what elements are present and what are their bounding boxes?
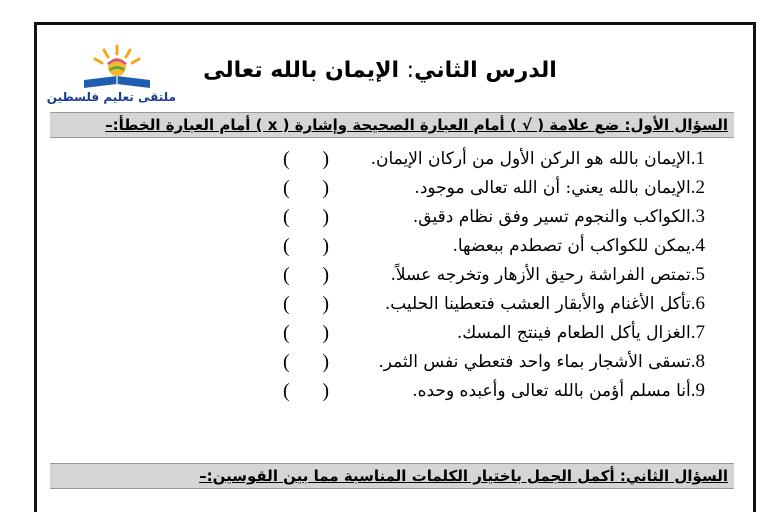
- paren-close: ): [322, 206, 329, 228]
- paren-close: ): [322, 380, 329, 402]
- paren-close: ): [322, 351, 329, 373]
- book-sun-icon: [80, 42, 154, 94]
- item-text: الغزال يأكل الطعام فينتج المسك.: [456, 323, 691, 343]
- answer-box[interactable]: [283, 320, 329, 346]
- item-number: 5.: [690, 264, 705, 285]
- answer-box[interactable]: [283, 291, 329, 317]
- answer-box[interactable]: [283, 233, 329, 259]
- item-text: يمكن للكواكب أن تصطدم ببعضها.: [452, 236, 691, 256]
- question1-instruction: ضع علامة ( √ ) أمام العبارة الصحيحة وإشارة ( x ) أمام العبارة الخطأ:–: [105, 116, 625, 134]
- paren-open: (: [283, 380, 290, 402]
- answer-box[interactable]: [283, 262, 329, 288]
- item-text: تسقى الأشجار بماء واحد فتعطي نفس الثمر.: [378, 352, 691, 372]
- paren-open: (: [283, 206, 290, 228]
- list-item: [0, 204, 780, 234]
- answer-box[interactable]: [283, 146, 329, 172]
- item-number: 1.: [690, 148, 705, 169]
- item-number: 8.: [690, 351, 705, 372]
- item-number: 9.: [690, 380, 705, 401]
- site-logo: [46, 40, 176, 114]
- page-title: [200, 58, 560, 83]
- list-item: [0, 320, 780, 350]
- paren-open: (: [283, 177, 290, 199]
- list-item: [0, 233, 780, 263]
- item-number: 7.: [690, 322, 705, 343]
- answer-box[interactable]: [283, 204, 329, 230]
- question2-header: [50, 463, 734, 489]
- list-item: [0, 291, 780, 321]
- question1-label: السؤال الأول:: [624, 116, 728, 134]
- item-text: الإيمان بالله هو الركن الأول من أركان الإيمان.: [370, 149, 691, 169]
- paren-open: (: [283, 351, 290, 373]
- paren-open: (: [283, 293, 290, 315]
- list-item: [0, 146, 780, 176]
- answer-box[interactable]: [283, 175, 329, 201]
- question1-header: [50, 112, 734, 138]
- question2-instruction: أكمل الجمل باختيار الكلمات المناسبة مما بين القوسين:–: [199, 467, 620, 485]
- paren-open: (: [283, 264, 290, 286]
- paren-close: ): [322, 148, 329, 170]
- paren-close: ): [322, 293, 329, 315]
- title-separator: :: [406, 58, 415, 83]
- logo-text: ملتقى تعليم فلسطين: [46, 90, 176, 104]
- question2-label: السؤال الثاني:: [619, 467, 728, 485]
- paren-close: ): [322, 235, 329, 257]
- answer-box[interactable]: [283, 349, 329, 375]
- item-text: الكواكب والنجوم تسير وفق نظام دقيق.: [412, 207, 691, 227]
- paren-open: (: [283, 148, 290, 170]
- list-item: [0, 349, 780, 379]
- list-item: [0, 378, 780, 408]
- item-number: 3.: [690, 206, 705, 227]
- item-text: الإيمان بالله يعني: أن الله تعالى موجود.: [414, 178, 691, 198]
- item-number: 4.: [690, 235, 705, 256]
- paren-close: ): [322, 322, 329, 344]
- answer-box[interactable]: [283, 378, 329, 404]
- paren-open: (: [283, 235, 290, 257]
- item-text: تأكل الأغنام والأبقار العشب فتعطينا الحليب.: [384, 294, 691, 314]
- list-item: [0, 175, 780, 205]
- list-item: [0, 262, 780, 292]
- title-prefix: الدرس الثاني: [414, 58, 557, 83]
- item-number: 2.: [690, 177, 705, 198]
- item-text: أنا مسلم أؤمن بالله تعالى وأعبده وحده.: [412, 381, 691, 401]
- paren-close: ): [322, 264, 329, 286]
- paren-close: ): [322, 177, 329, 199]
- paren-open: (: [283, 322, 290, 344]
- item-number: 6.: [690, 293, 705, 314]
- item-text: تمتص الفراشة رحيق الأزهار وتخرجه عسلاً.: [390, 265, 691, 285]
- title-main: الإيمان بالله تعالى: [203, 58, 399, 83]
